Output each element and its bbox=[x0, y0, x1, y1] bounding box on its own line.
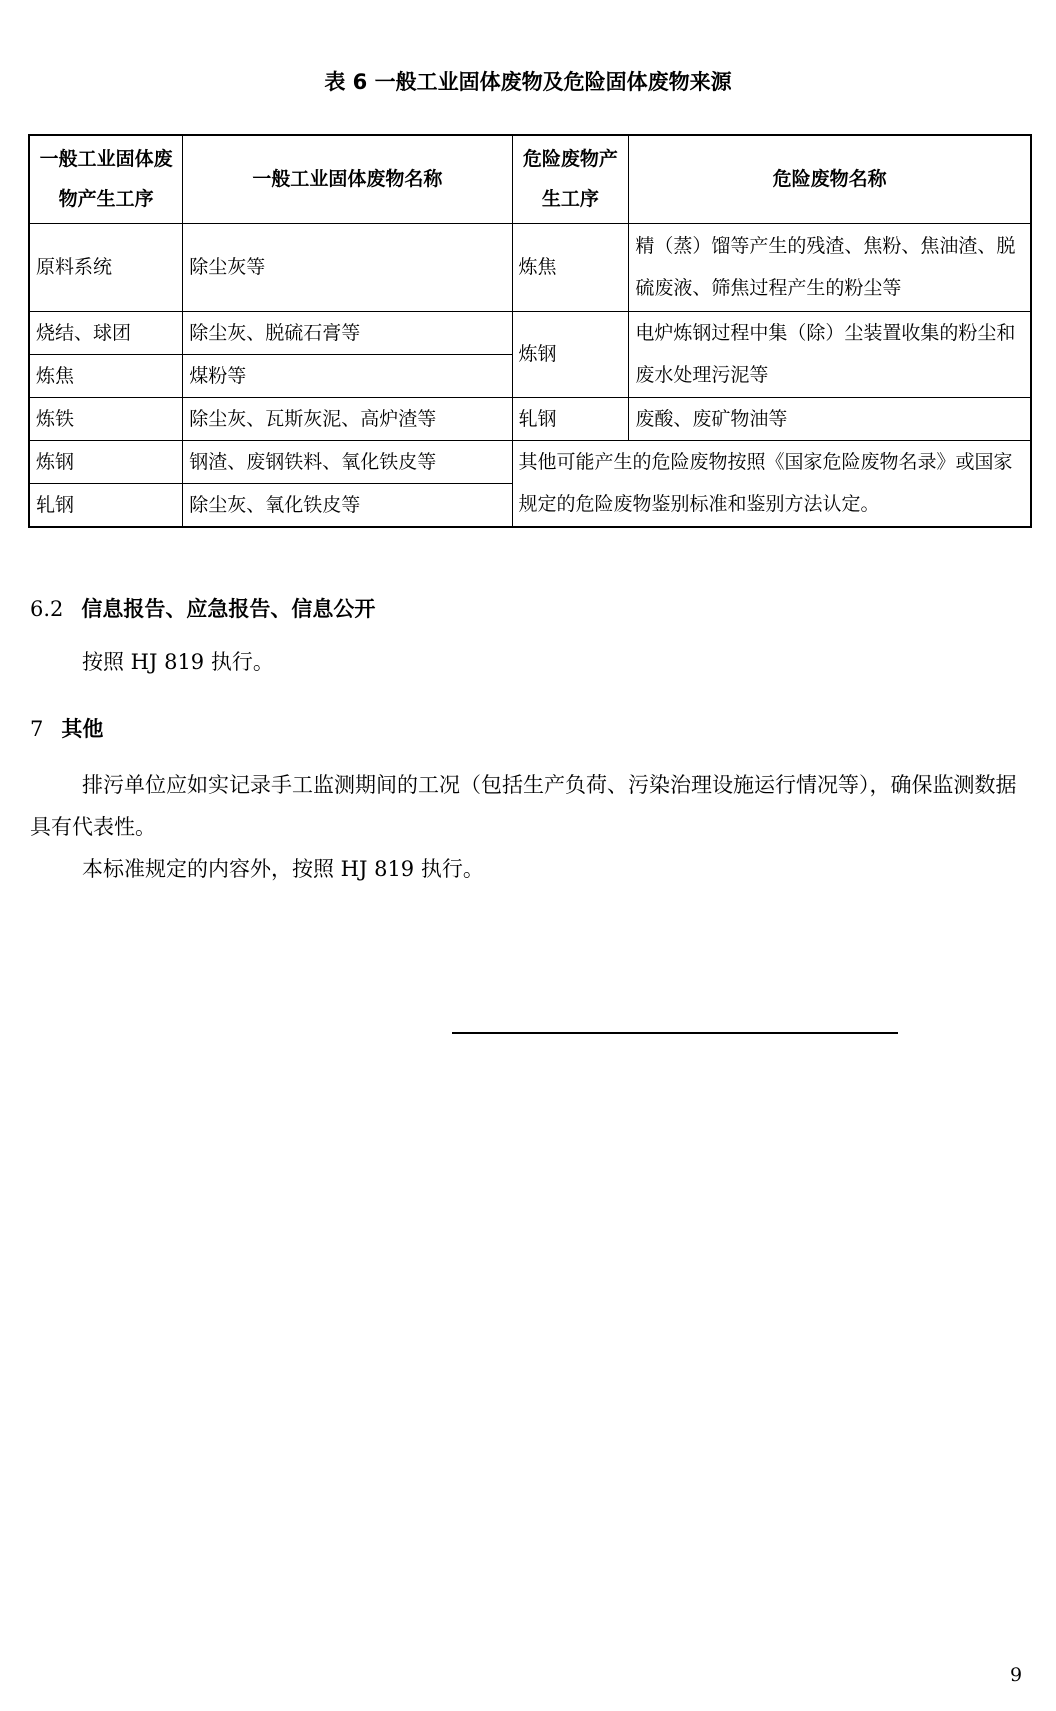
section-number: 6.2 bbox=[30, 597, 64, 621]
header-general-name: 一般工业固体废物名称 bbox=[183, 135, 512, 223]
end-rule bbox=[452, 1032, 898, 1034]
hazard-note-cell: 其他可能产生的危险废物按照《国家危险废物名录》或国家规定的危险废物鉴别标准和鉴别方法认定。 bbox=[512, 440, 1031, 527]
hazard-name-cell: 废酸、废矿物油等 bbox=[629, 397, 1031, 440]
section-title: 其他 bbox=[61, 717, 104, 741]
general-name-cell: 除尘灰、瓦斯灰泥、高炉渣等 bbox=[183, 397, 512, 440]
hazard-process-cell: 轧钢 bbox=[512, 397, 629, 440]
general-process-cell: 原料系统 bbox=[29, 223, 183, 311]
header-hazard-name: 危险废物名称 bbox=[629, 135, 1031, 223]
section-7-paragraph-1: 排污单位应如实记录手工监测期间的工况（包括生产负荷、污染治理设施运行情况等），确保监测数据具有代表性。 bbox=[30, 773, 1017, 839]
header-hazard-process: 危险废物产生工序 bbox=[512, 135, 629, 223]
page-number: 9 bbox=[1010, 1664, 1023, 1686]
hazard-process-cell: 炼焦 bbox=[512, 223, 629, 311]
general-name-cell: 除尘灰等 bbox=[183, 223, 512, 311]
general-process-cell: 轧钢 bbox=[29, 483, 183, 527]
general-name-cell: 除尘灰、脱硫石膏等 bbox=[183, 311, 512, 354]
general-name-cell: 除尘灰、氧化铁皮等 bbox=[183, 483, 512, 527]
hazard-name-cell: 电炉炼钢过程中集（除）尘装置收集的粉尘和废水处理污泥等 bbox=[629, 311, 1031, 397]
waste-source-table bbox=[28, 134, 1032, 528]
hazard-process-cell: 炼钢 bbox=[512, 311, 629, 397]
general-name-cell: 煤粉等 bbox=[183, 354, 512, 397]
general-process-cell: 烧结、球团 bbox=[29, 311, 183, 354]
section-7-heading bbox=[30, 713, 103, 743]
table-row bbox=[29, 397, 1031, 440]
general-name-cell: 钢渣、废钢铁料、氧化铁皮等 bbox=[183, 440, 512, 483]
general-process-cell: 炼铁 bbox=[29, 397, 183, 440]
section-number: 7 bbox=[30, 717, 44, 741]
table-header-row bbox=[29, 135, 1031, 223]
section-6-2-body: 按照 HJ 819 执行。 bbox=[82, 650, 274, 674]
hazard-name-cell: 精（蒸）馏等产生的残渣、焦粉、焦油渣、脱硫废液、筛焦过程产生的粉尘等 bbox=[629, 223, 1031, 311]
section-title: 信息报告、应急报告、信息公开 bbox=[81, 597, 376, 621]
general-process-cell: 炼钢 bbox=[29, 440, 183, 483]
section-6-2-heading bbox=[30, 593, 375, 623]
table-row bbox=[29, 311, 1031, 354]
section-7-paragraph-2: 本标准规定的内容外，按照 HJ 819 执行。 bbox=[82, 857, 484, 881]
header-general-process: 一般工业固体废物产生工序 bbox=[29, 135, 183, 223]
table-row bbox=[29, 223, 1031, 311]
table-title: 表 6 一般工业固体废物及危险固体废物来源 bbox=[324, 70, 732, 94]
general-process-cell: 炼焦 bbox=[29, 354, 183, 397]
table-row bbox=[29, 440, 1031, 483]
